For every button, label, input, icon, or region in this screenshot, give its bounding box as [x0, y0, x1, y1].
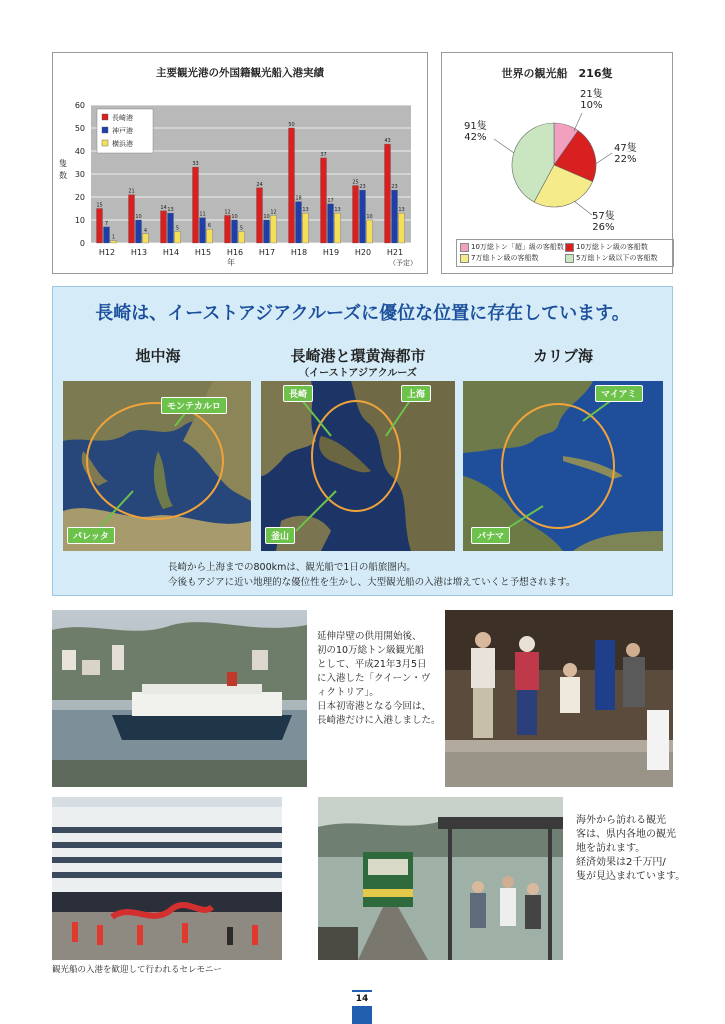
leader-line	[594, 153, 612, 165]
bar	[193, 167, 199, 243]
x-axis-label: 年	[227, 258, 235, 267]
page-number-badge	[352, 990, 372, 1024]
bar-value-label: 50	[288, 122, 295, 128]
bar	[168, 213, 174, 243]
bar-value-label: 13	[398, 207, 405, 214]
bar	[360, 190, 366, 243]
bar	[321, 158, 327, 243]
page-number: 14	[352, 992, 372, 1006]
map-caribbean	[463, 381, 663, 551]
bar-value-label: 23	[391, 184, 398, 191]
map-label-nagasaki: 長崎	[283, 385, 313, 402]
x-tick-label: H14	[162, 248, 180, 257]
bar-legend	[97, 109, 153, 153]
bar	[385, 144, 391, 243]
map-title-mediterranean: 地中海	[135, 347, 181, 365]
bar-value-label: 13	[334, 207, 341, 214]
y-tick-label: 0	[79, 239, 85, 248]
bar-value-label: 10	[263, 214, 270, 220]
bar-value-label: 43	[384, 138, 391, 145]
bar	[392, 190, 398, 243]
bar	[239, 232, 245, 244]
bar	[328, 204, 334, 243]
bar-value-label: 33	[192, 161, 199, 168]
bar	[271, 215, 277, 243]
banner-caption-2: 今後もアジアに近い地理的な優位性を生かし、大型観光船の入港は増えていくと予想されます。	[168, 577, 576, 588]
pie-label-super: 21隻 10%	[580, 89, 603, 111]
legend-label: 神戸港	[112, 127, 133, 135]
x-tick-label: H16	[226, 248, 244, 257]
legend-label: 横浜港	[112, 140, 133, 148]
bar	[225, 215, 231, 243]
bar-value-label: 10	[135, 214, 142, 220]
map-subtitle-nagasaki: （イーストアジアクルーズ	[299, 368, 417, 379]
bar-value-label: 1	[111, 234, 116, 241]
bar-value-label: 12	[270, 209, 277, 216]
bar	[136, 220, 142, 243]
banner-headline: 長崎は、イーストアジアクルーズに優位な位置に存在しています。	[95, 303, 630, 324]
map-label-miami: マイアミ	[595, 385, 643, 402]
map-nagasaki	[261, 381, 455, 551]
bar-value-label: 25	[352, 179, 359, 186]
bar	[296, 202, 302, 243]
bar	[111, 241, 117, 243]
bar	[264, 220, 270, 243]
x-tick-label: H17	[258, 248, 276, 257]
map-title-nagasaki: 長崎港と環黄海都市	[290, 347, 426, 365]
x-tick-label: H20	[354, 248, 372, 257]
bar	[143, 234, 149, 243]
cruise-banner	[52, 286, 673, 596]
photo-tourists-steps	[445, 610, 673, 787]
bar	[289, 128, 295, 243]
legend-item-super: 10万総トン「超」級の客船数	[460, 242, 565, 253]
y-axis-label: 数	[59, 171, 67, 180]
bar-value-label: 11	[199, 211, 206, 218]
leader-line	[574, 201, 592, 215]
map-mediterranean	[63, 381, 251, 551]
y-tick-label: 30	[74, 170, 85, 179]
photo-tram-station	[318, 797, 563, 960]
leader-line	[574, 113, 582, 131]
y-tick-label: 40	[74, 147, 85, 156]
bar-chart	[53, 73, 427, 273]
bar-value-label: 12	[224, 209, 231, 216]
bar-value-label: 37	[320, 151, 327, 158]
bar	[97, 209, 103, 244]
legend-swatch	[102, 140, 108, 146]
pie-legend	[456, 239, 674, 267]
bar	[232, 220, 238, 243]
bar-value-label: 6	[207, 223, 212, 230]
bar	[175, 232, 181, 244]
bar-value-label: 17	[327, 197, 334, 204]
bar-value-label: 7	[104, 220, 109, 227]
caption-ceremony: 観光船の入港を歓迎して行われるセレモニー	[52, 965, 223, 975]
caption-tourists: 海外から訪れる観光 客は、県内各地の観光 地を訪れます。 経済効果は2千万円/ 隻が見込まれています。	[576, 815, 686, 882]
legend-item-70k: 7万総トン級の客船数	[460, 253, 565, 264]
pie-label-100k: 47隻 22%	[614, 143, 637, 165]
x-tick-label: H18	[290, 248, 308, 257]
map-label-busan: 釜山	[265, 527, 295, 544]
legend-item-100k: 10万総トン級の客船数	[565, 242, 670, 253]
x-tick-label: H19	[322, 248, 340, 257]
bar-value-label: 21	[128, 188, 135, 195]
bar	[207, 229, 213, 243]
bar-value-label: 14	[160, 204, 167, 211]
pie-label-50k: 91隻 42%	[464, 121, 487, 143]
bar-value-label: 5	[175, 225, 180, 232]
bar-chart-title: 主要観光港の外国籍観光船入港実績	[156, 67, 324, 79]
bar	[104, 227, 110, 243]
photo-welcome-ceremony	[52, 797, 282, 960]
bar	[335, 213, 341, 243]
y-tick-label: 50	[74, 124, 85, 133]
bar-value-label: 10	[366, 214, 373, 220]
bar	[257, 188, 263, 243]
leader-line	[494, 139, 514, 153]
bar-value-label: 23	[359, 184, 366, 191]
map-label-valletta: パレッタ	[67, 527, 115, 544]
banner-caption-1: 長崎から上海までの800kmは、観光船で1日の船旅圏内。	[168, 562, 416, 573]
bar	[200, 218, 206, 243]
bar-value-label: 13	[167, 207, 174, 214]
bar-value-label: 10	[231, 214, 238, 220]
bar	[303, 213, 309, 243]
bar-chart-panel	[52, 52, 428, 274]
bar	[161, 211, 167, 243]
y-axis-label: 隻	[59, 159, 67, 168]
legend-swatch	[102, 114, 108, 120]
bar-value-label: 5	[239, 225, 244, 232]
y-tick-label: 20	[74, 193, 85, 202]
bar	[353, 186, 359, 244]
bar-value-label: 18	[295, 195, 302, 202]
photo-queen-victoria-harbor	[52, 610, 307, 787]
pie-chart-panel	[441, 52, 673, 274]
legend-label: 長崎港	[112, 114, 133, 122]
map-title-caribbean: カリブ海	[532, 347, 593, 365]
bar-value-label: 13	[302, 207, 309, 214]
bar-value-label: 4	[143, 227, 148, 234]
pie-label-70k: 57隻 26%	[592, 211, 615, 233]
bar	[399, 213, 405, 243]
legend-swatch	[102, 127, 108, 133]
bar	[367, 220, 373, 243]
bar-value-label: 15	[96, 202, 103, 209]
bar	[129, 195, 135, 243]
x-tick-label: H15	[194, 248, 212, 257]
caption-queen-victoria: 延伸岸壁の供用開始後、 初の10万総トン級観光船 として、平成21年3月5日 に入港した「クイーン・ヴ ィクトリア」。 日本初寄港となる今回は、 長崎港だけに入港しました。	[317, 631, 441, 726]
x-tick-label: H13	[130, 248, 148, 257]
y-tick-label: 10	[74, 216, 85, 225]
map-label-montecarlo: モンテカルロ	[161, 397, 227, 414]
legend-item-50k: 5万総トン級以下の客船数	[565, 253, 670, 264]
bar-value-label: 24	[256, 181, 263, 188]
x-note-label: （予定）	[389, 259, 417, 267]
map-label-shanghai: 上海	[401, 385, 431, 402]
x-tick-label: H12	[98, 248, 116, 257]
pie-chart	[442, 83, 672, 243]
y-tick-label: 60	[74, 101, 85, 110]
map-label-panama: パナマ	[471, 527, 510, 544]
pie-chart-title: 世界の観光船 216隻	[501, 67, 613, 80]
x-tick-label: H21	[386, 248, 404, 257]
